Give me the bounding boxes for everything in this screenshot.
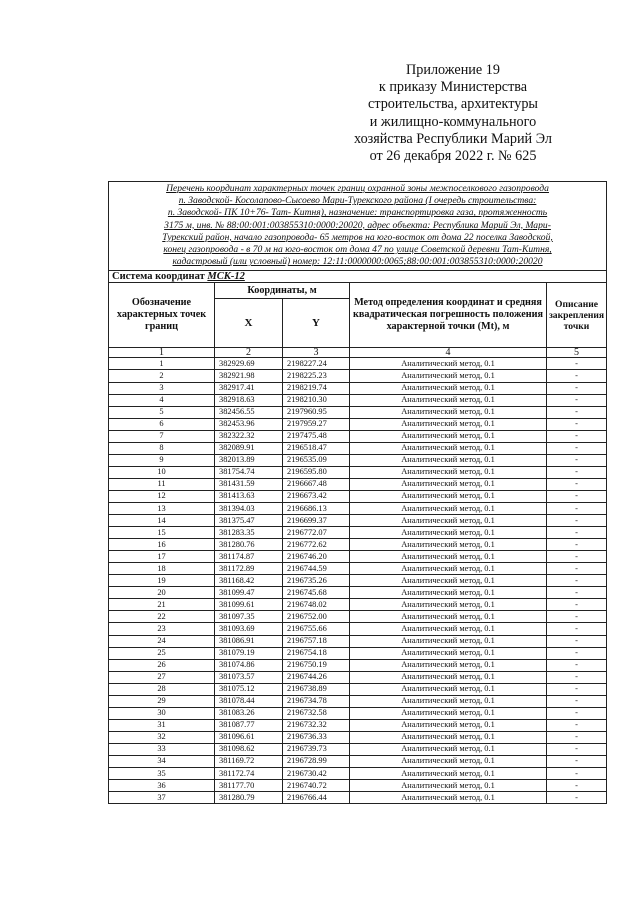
x-coordinate-cell: 382921.98 <box>215 370 283 382</box>
point-number-cell: 21 <box>109 599 215 611</box>
method-cell: Аналитический метод, 0.1 <box>350 792 547 804</box>
point-number-cell: 33 <box>109 743 215 755</box>
y-coordinate-cell: 2196699.37 <box>283 515 350 527</box>
table-row <box>109 695 607 707</box>
y-coordinate-cell: 2196772.07 <box>283 527 350 539</box>
table-caption <box>109 182 607 271</box>
column-number: 5 <box>547 348 607 358</box>
point-number-cell: 23 <box>109 623 215 635</box>
x-coordinate-cell: 381174.87 <box>215 551 283 563</box>
header-description: Описание закрепления точки <box>547 283 607 348</box>
y-coordinate-cell: 2196738.89 <box>283 683 350 695</box>
x-coordinate-cell: 381177.70 <box>215 780 283 792</box>
x-coordinate-cell: 381086.91 <box>215 635 283 647</box>
y-coordinate-cell: 2196750.19 <box>283 659 350 671</box>
table-row <box>109 539 607 551</box>
description-cell: - <box>547 768 607 780</box>
method-cell: Аналитический метод, 0.1 <box>350 587 547 599</box>
method-cell: Аналитический метод, 0.1 <box>350 768 547 780</box>
table-row <box>109 659 607 671</box>
point-number-cell: 14 <box>109 515 215 527</box>
description-cell: - <box>547 743 607 755</box>
point-number-cell: 5 <box>109 406 215 418</box>
table-row <box>109 635 607 647</box>
description-cell: - <box>547 515 607 527</box>
table-row <box>109 551 607 563</box>
method-cell: Аналитический метод, 0.1 <box>350 671 547 683</box>
y-coordinate-cell: 2196740.72 <box>283 780 350 792</box>
method-cell: Аналитический метод, 0.1 <box>350 780 547 792</box>
y-coordinate-cell: 2196757.18 <box>283 635 350 647</box>
column-number: 4 <box>350 348 547 358</box>
description-cell: - <box>547 539 607 551</box>
y-coordinate-cell: 2196728.99 <box>283 755 350 767</box>
y-coordinate-cell: 2196754.18 <box>283 647 350 659</box>
x-coordinate-cell: 381096.61 <box>215 731 283 743</box>
point-number-cell: 1 <box>109 358 215 370</box>
point-number-cell: 36 <box>109 780 215 792</box>
table-row <box>109 599 607 611</box>
point-number-cell: 29 <box>109 695 215 707</box>
method-cell: Аналитический метод, 0.1 <box>350 490 547 502</box>
table-row <box>109 719 607 731</box>
description-cell: - <box>547 551 607 563</box>
x-coordinate-cell: 381280.79 <box>215 792 283 804</box>
appendix-line: Приложение 19 <box>406 62 500 78</box>
description-cell: - <box>547 466 607 478</box>
table-row <box>109 502 607 514</box>
point-number-cell: 19 <box>109 575 215 587</box>
column-number: 2 <box>215 348 283 358</box>
y-coordinate-cell: 2196673.42 <box>283 490 350 502</box>
table-row <box>109 430 607 442</box>
point-number-cell: 10 <box>109 466 215 478</box>
table-row <box>109 563 607 575</box>
table-row <box>109 527 607 539</box>
point-number-cell: 4 <box>109 394 215 406</box>
y-coordinate-cell: 2196744.59 <box>283 563 350 575</box>
y-coordinate-cell: 2198227.24 <box>283 358 350 370</box>
point-number-cell: 34 <box>109 755 215 767</box>
y-coordinate-cell: 2196748.02 <box>283 599 350 611</box>
table-row <box>109 587 607 599</box>
y-coordinate-cell: 2196730.42 <box>283 768 350 780</box>
table-row <box>109 792 607 804</box>
point-number-cell: 30 <box>109 707 215 719</box>
point-number-cell: 32 <box>109 731 215 743</box>
description-cell: - <box>547 394 607 406</box>
caption-line: 3175 м, инв. № 88:00:001:003855310:0000:20020, адрес объекта: Республика Марий Эл, Мари- <box>164 219 551 231</box>
x-coordinate-cell: 381093.69 <box>215 623 283 635</box>
y-coordinate-cell: 2196772.62 <box>283 539 350 551</box>
y-coordinate-cell: 2196736.33 <box>283 731 350 743</box>
point-number-cell: 8 <box>109 442 215 454</box>
point-number-cell: 20 <box>109 587 215 599</box>
description-cell: - <box>547 792 607 804</box>
y-coordinate-cell: 2198219.74 <box>283 382 350 394</box>
point-number-cell: 15 <box>109 527 215 539</box>
caption-line: Турекский район, начало газопровода- 65 метров на юго-восток от дома 22 поселка Заводской, <box>162 231 553 243</box>
point-number-cell: 16 <box>109 539 215 551</box>
x-coordinate-cell: 382929.69 <box>215 358 283 370</box>
x-coordinate-cell: 381169.72 <box>215 755 283 767</box>
table-row <box>109 370 607 382</box>
table-row <box>109 623 607 635</box>
table-row <box>109 418 607 430</box>
y-coordinate-cell: 2196518.47 <box>283 442 350 454</box>
x-coordinate-cell: 381097.35 <box>215 611 283 623</box>
method-cell: Аналитический метод, 0.1 <box>350 611 547 623</box>
table-row <box>109 743 607 755</box>
x-coordinate-cell: 382918.63 <box>215 394 283 406</box>
y-coordinate-cell: 2196686.13 <box>283 502 350 514</box>
x-coordinate-cell: 381754.74 <box>215 466 283 478</box>
x-coordinate-cell: 381283.35 <box>215 527 283 539</box>
point-number-cell: 35 <box>109 768 215 780</box>
y-coordinate-cell: 2196667.48 <box>283 478 350 490</box>
method-cell: Аналитический метод, 0.1 <box>350 707 547 719</box>
description-cell: - <box>547 478 607 490</box>
description-cell: - <box>547 647 607 659</box>
table-row <box>109 647 607 659</box>
x-coordinate-cell: 382917.41 <box>215 382 283 394</box>
appendix-line: от 26 декабря 2022 г. № 625 <box>369 148 537 165</box>
point-number-cell: 9 <box>109 454 215 466</box>
table-row <box>109 707 607 719</box>
x-coordinate-cell: 381172.74 <box>215 768 283 780</box>
description-cell: - <box>547 780 607 792</box>
x-coordinate-cell: 381172.89 <box>215 563 283 575</box>
caption-line: Перечень координат характерных точек границ охранной зоны межпоселкового газопровода <box>166 183 549 194</box>
description-cell: - <box>547 731 607 743</box>
description-cell: - <box>547 575 607 587</box>
appendix-header <box>300 62 606 165</box>
table-row <box>109 406 607 418</box>
method-cell: Аналитический метод, 0.1 <box>350 394 547 406</box>
description-cell: - <box>547 430 607 442</box>
method-cell: Аналитический метод, 0.1 <box>350 358 547 370</box>
table-row <box>109 611 607 623</box>
point-number-cell: 31 <box>109 719 215 731</box>
method-cell: Аналитический метод, 0.1 <box>350 382 547 394</box>
header-x: X <box>215 298 283 348</box>
point-number-cell: 17 <box>109 551 215 563</box>
appendix-line: строительства, архитектуры <box>368 96 538 113</box>
point-number-cell: 24 <box>109 635 215 647</box>
coordinate-system <box>109 271 607 283</box>
description-cell: - <box>547 418 607 430</box>
appendix-line: и жилищно-коммунального <box>369 113 537 130</box>
header-coords: Координаты, м <box>215 283 350 298</box>
method-cell: Аналитический метод, 0.1 <box>350 623 547 635</box>
description-cell: - <box>547 527 607 539</box>
method-cell: Аналитический метод, 0.1 <box>350 442 547 454</box>
description-cell: - <box>547 502 607 514</box>
y-coordinate-cell: 2196732.32 <box>283 719 350 731</box>
y-coordinate-cell: 2196734.78 <box>283 695 350 707</box>
method-cell: Аналитический метод, 0.1 <box>350 743 547 755</box>
coordinate-system-row <box>109 271 607 283</box>
x-coordinate-cell: 381079.19 <box>215 647 283 659</box>
point-number-cell: 6 <box>109 418 215 430</box>
table-row <box>109 515 607 527</box>
description-cell: - <box>547 370 607 382</box>
y-coordinate-cell: 2196745.68 <box>283 587 350 599</box>
description-cell: - <box>547 635 607 647</box>
column-number: 3 <box>283 348 350 358</box>
column-number: 1 <box>109 348 215 358</box>
point-number-cell: 27 <box>109 671 215 683</box>
method-cell: Аналитический метод, 0.1 <box>350 406 547 418</box>
table-row <box>109 683 607 695</box>
coordinate-system-label: Система координат <box>112 271 205 283</box>
caption-line: п. Заводской- ПК 10+76- Тат- Китня), назначение: транспортировка газа, протяженность <box>167 207 548 219</box>
method-cell: Аналитический метод, 0.1 <box>350 539 547 551</box>
x-coordinate-cell: 381074.86 <box>215 659 283 671</box>
caption-line: кадастровый (или условный) номер: 12:11:0000000:0065;88:00:001:003855310:0000:20020 <box>172 256 543 268</box>
coordinates-table <box>108 181 607 804</box>
method-cell: Аналитический метод, 0.1 <box>350 527 547 539</box>
description-cell: - <box>547 659 607 671</box>
table-row <box>109 768 607 780</box>
caption-row <box>109 182 607 271</box>
point-number-cell: 28 <box>109 683 215 695</box>
header-point: Обозначение характерных точек границ <box>109 283 215 348</box>
point-number-cell: 22 <box>109 611 215 623</box>
table-row <box>109 478 607 490</box>
description-cell: - <box>547 695 607 707</box>
description-cell: - <box>547 490 607 502</box>
x-coordinate-cell: 382089.91 <box>215 442 283 454</box>
method-cell: Аналитический метод, 0.1 <box>350 370 547 382</box>
method-cell: Аналитический метод, 0.1 <box>350 575 547 587</box>
header-y: Y <box>283 298 350 348</box>
method-cell: Аналитический метод, 0.1 <box>350 635 547 647</box>
description-cell: - <box>547 454 607 466</box>
point-number-cell: 11 <box>109 478 215 490</box>
y-coordinate-cell: 2196739.73 <box>283 743 350 755</box>
table-row <box>109 382 607 394</box>
method-cell: Аналитический метод, 0.1 <box>350 515 547 527</box>
x-coordinate-cell: 381375.47 <box>215 515 283 527</box>
table-row <box>109 454 607 466</box>
x-coordinate-cell: 382322.32 <box>215 430 283 442</box>
y-coordinate-cell: 2196535.09 <box>283 454 350 466</box>
x-coordinate-cell: 381431.59 <box>215 478 283 490</box>
y-coordinate-cell: 2196735.26 <box>283 575 350 587</box>
method-cell: Аналитический метод, 0.1 <box>350 719 547 731</box>
y-coordinate-cell: 2196755.66 <box>283 623 350 635</box>
description-cell: - <box>547 382 607 394</box>
x-coordinate-cell: 382453.96 <box>215 418 283 430</box>
method-cell: Аналитический метод, 0.1 <box>350 683 547 695</box>
point-number-cell: 18 <box>109 563 215 575</box>
point-number-cell: 2 <box>109 370 215 382</box>
x-coordinate-cell: 381098.62 <box>215 743 283 755</box>
y-coordinate-cell: 2196744.26 <box>283 671 350 683</box>
table-row <box>109 671 607 683</box>
coordinate-system-value: МСК-12 <box>207 271 245 283</box>
table-row <box>109 466 607 478</box>
x-coordinate-cell: 381413.63 <box>215 490 283 502</box>
x-coordinate-cell: 381075.12 <box>215 683 283 695</box>
method-cell: Аналитический метод, 0.1 <box>350 502 547 514</box>
description-cell: - <box>547 406 607 418</box>
y-coordinate-cell: 2197475.48 <box>283 430 350 442</box>
point-number-cell: 26 <box>109 659 215 671</box>
method-cell: Аналитический метод, 0.1 <box>350 430 547 442</box>
description-cell: - <box>547 358 607 370</box>
y-coordinate-cell: 2196595.80 <box>283 466 350 478</box>
y-coordinate-cell: 2196746.20 <box>283 551 350 563</box>
x-coordinate-cell: 381168.42 <box>215 575 283 587</box>
table-row <box>109 780 607 792</box>
table-row <box>109 575 607 587</box>
method-cell: Аналитический метод, 0.1 <box>350 647 547 659</box>
x-coordinate-cell: 381099.61 <box>215 599 283 611</box>
appendix-line: к приказу Министерства <box>378 79 528 96</box>
y-coordinate-cell: 2196766.44 <box>283 792 350 804</box>
table-row <box>109 358 607 370</box>
point-number-cell: 13 <box>109 502 215 514</box>
method-cell: Аналитический метод, 0.1 <box>350 466 547 478</box>
method-cell: Аналитический метод, 0.1 <box>350 755 547 767</box>
x-coordinate-cell: 382456.55 <box>215 406 283 418</box>
y-coordinate-cell: 2198210.30 <box>283 394 350 406</box>
y-coordinate-cell: 2197959.27 <box>283 418 350 430</box>
x-coordinate-cell: 382013.89 <box>215 454 283 466</box>
appendix-line: хозяйства Республики Марий Эл <box>354 130 552 147</box>
description-cell: - <box>547 587 607 599</box>
method-cell: Аналитический метод, 0.1 <box>350 599 547 611</box>
y-coordinate-cell: 2197960.95 <box>283 406 350 418</box>
x-coordinate-cell: 381099.47 <box>215 587 283 599</box>
method-cell: Аналитический метод, 0.1 <box>350 551 547 563</box>
y-coordinate-cell: 2198225.23 <box>283 370 350 382</box>
method-cell: Аналитический метод, 0.1 <box>350 418 547 430</box>
column-number-row <box>109 348 607 358</box>
table-row <box>109 442 607 454</box>
method-cell: Аналитический метод, 0.1 <box>350 563 547 575</box>
method-cell: Аналитический метод, 0.1 <box>350 659 547 671</box>
header-method: Метод определения координат и средняя квадратическая погрешность положения характерной точки (Mt), м <box>350 283 547 348</box>
header-row <box>109 283 607 298</box>
table-row <box>109 755 607 767</box>
y-coordinate-cell: 2196732.58 <box>283 707 350 719</box>
point-number-cell: 25 <box>109 647 215 659</box>
description-cell: - <box>547 719 607 731</box>
x-coordinate-cell: 381078.44 <box>215 695 283 707</box>
table-row <box>109 731 607 743</box>
method-cell: Аналитический метод, 0.1 <box>350 695 547 707</box>
description-cell: - <box>547 707 607 719</box>
description-cell: - <box>547 611 607 623</box>
description-cell: - <box>547 683 607 695</box>
y-coordinate-cell: 2196752.00 <box>283 611 350 623</box>
description-cell: - <box>547 442 607 454</box>
caption-line: конец газопровода - в 70 м на юго-восток от дома 47 по улице Советской деревни Тат-Китня, <box>163 244 552 256</box>
table-row <box>109 394 607 406</box>
table-row <box>109 490 607 502</box>
x-coordinate-cell: 381280.76 <box>215 539 283 551</box>
description-cell: - <box>547 623 607 635</box>
description-cell: - <box>547 599 607 611</box>
x-coordinate-cell: 381083.26 <box>215 707 283 719</box>
method-cell: Аналитический метод, 0.1 <box>350 478 547 490</box>
point-number-cell: 3 <box>109 382 215 394</box>
description-cell: - <box>547 755 607 767</box>
x-coordinate-cell: 381394.03 <box>215 502 283 514</box>
caption-line: п. Заводской- Косолапово-Сысоево Мари-Турекского района (I очередь строительства: <box>178 195 537 207</box>
method-cell: Аналитический метод, 0.1 <box>350 454 547 466</box>
description-cell: - <box>547 671 607 683</box>
x-coordinate-cell: 381087.77 <box>215 719 283 731</box>
point-number-cell: 37 <box>109 792 215 804</box>
x-coordinate-cell: 381073.57 <box>215 671 283 683</box>
point-number-cell: 7 <box>109 430 215 442</box>
method-cell: Аналитический метод, 0.1 <box>350 731 547 743</box>
description-cell: - <box>547 563 607 575</box>
point-number-cell: 12 <box>109 490 215 502</box>
